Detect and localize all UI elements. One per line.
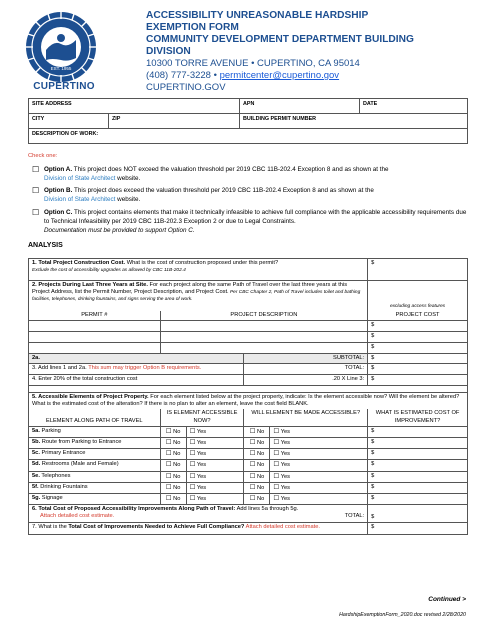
- table-row: [29, 460, 468, 471]
- checkbox-no[interactable]: ☐: [165, 461, 172, 469]
- option-c-label: Option C.: [44, 209, 73, 216]
- made-no[interactable]: [244, 449, 270, 460]
- cost-input[interactable]: $: [368, 320, 468, 331]
- check-one-label: Check one:: [28, 153, 58, 159]
- q6-total-label: TOTAL:: [344, 513, 365, 520]
- yes-label: Yes: [196, 495, 207, 502]
- element-num: 5g.: [32, 494, 41, 501]
- yes-label: Yes: [280, 495, 290, 502]
- made-yes[interactable]: [270, 482, 368, 493]
- apn-field[interactable]: APN: [240, 99, 360, 114]
- yes-label: Yes: [280, 439, 290, 446]
- element-cost-field[interactable]: $: [368, 471, 468, 482]
- permit-input[interactable]: [29, 320, 161, 331]
- checkbox-yes[interactable]: ☐: [273, 438, 280, 446]
- col-element: ELEMENT ALONG PATH OF TRAVEL: [29, 409, 161, 426]
- made-no[interactable]: [244, 437, 270, 448]
- yes-label: Yes: [280, 484, 290, 491]
- accessible-yes[interactable]: [186, 482, 244, 493]
- element-num: 5a.: [32, 427, 40, 434]
- no-label: No: [173, 495, 181, 502]
- address: 10300 TORRE AVENUE • CUPERTINO, CA 95014: [146, 58, 360, 69]
- checkbox-no[interactable]: ☐: [249, 438, 256, 446]
- table-row: [29, 426, 468, 437]
- option-a-label: Option A.: [44, 166, 73, 173]
- checkbox-yes[interactable]: ☐: [189, 483, 196, 491]
- element-rows: [29, 426, 468, 504]
- checkbox-yes[interactable]: ☐: [273, 483, 280, 491]
- option-b-text: This project does exceed the valuation threshold per 2019 CBC 11B-202.4 Exception 8 and as shown at the: [72, 187, 374, 194]
- accessible-no[interactable]: [160, 426, 186, 437]
- site-info-table: [28, 98, 468, 144]
- element-num: 5d.: [32, 461, 41, 468]
- checkbox-yes[interactable]: ☐: [189, 472, 196, 480]
- q1-note: Exclude the cost of accessibility upgrades as allowed by CBC 11B-202.4: [32, 268, 186, 274]
- q1-text: What is the cost of construction proposed under this permit?: [125, 260, 279, 266]
- q7-attach: Attach detailed cost estimate.: [244, 524, 320, 531]
- form-title-line: ACCESSIBILITY UNREASONABLE HARDSHIP: [146, 10, 369, 21]
- made-yes[interactable]: [270, 471, 368, 482]
- checkbox-yes[interactable]: ☐: [273, 494, 280, 502]
- checkbox-yes[interactable]: ☐: [189, 494, 196, 502]
- q4-calc: .20 X Line 3:: [244, 374, 368, 385]
- col-estimated-cost: WHAT IS ESTIMATED COST OF IMPROVEMENT?: [368, 409, 468, 426]
- continued-label: Continued >: [428, 596, 466, 603]
- site-address-field[interactable]: SITE ADDRESS: [29, 99, 240, 114]
- element-label: [29, 493, 161, 504]
- checkbox-no[interactable]: ☐: [165, 427, 172, 435]
- accessible-no[interactable]: [160, 493, 186, 504]
- q6-attach: Attach detailed cost estimate.: [40, 513, 115, 520]
- yes-label: Yes: [280, 473, 290, 480]
- no-label: No: [256, 428, 265, 435]
- yes-label: Yes: [280, 428, 290, 435]
- element-name: Primary Entrance: [39, 450, 86, 457]
- total-label: TOTAL:: [244, 363, 368, 374]
- no-label: No: [256, 473, 265, 480]
- q4-field[interactable]: $: [368, 374, 468, 385]
- row-2a-label: 2a.: [29, 353, 244, 363]
- excluding-note: excluding access features: [389, 303, 446, 309]
- dollar-sign: $: [371, 260, 375, 266]
- checkbox-no[interactable]: ☐: [165, 483, 172, 491]
- description-field[interactable]: DESCRIPTION OF WORK:: [29, 129, 468, 144]
- element-name: Parking: [39, 427, 61, 434]
- q2-note: Per CBC Chapter 2, Path of Travel includes toilet and bathing facilities, telephones, drinking fountains, and signs serving the area of work.: [32, 290, 361, 303]
- col-accessible-now: IS ELEMENT ACCESSIBLE NOW?: [160, 409, 244, 426]
- dsa-link-a[interactable]: Division of State Architect: [44, 175, 116, 182]
- q6-total-field[interactable]: $: [368, 505, 468, 523]
- element-cost-field[interactable]: $: [368, 460, 468, 471]
- made-yes[interactable]: [270, 426, 368, 437]
- form-title-line: DIVISION: [146, 46, 191, 57]
- checkbox-yes[interactable]: ☐: [273, 461, 280, 469]
- q3-text: 3. Add lines 1 and 2a.: [32, 364, 87, 371]
- table-row: [29, 449, 468, 460]
- q6-bold-end: Add lines 5a through 5g.: [235, 506, 299, 513]
- checkbox-option-b[interactable]: ☐: [32, 186, 40, 195]
- q3-warning: This sum may trigger Option B requirements.: [86, 364, 202, 371]
- made-yes[interactable]: [270, 493, 368, 504]
- total-field[interactable]: $: [368, 363, 468, 374]
- yes-label: Yes: [196, 462, 207, 469]
- yes-label: Yes: [196, 428, 207, 435]
- accessible-no[interactable]: [160, 449, 186, 460]
- accessible-yes[interactable]: [186, 471, 244, 482]
- col-project-cost: PROJECT COST: [368, 311, 468, 321]
- accessible-yes[interactable]: [186, 426, 244, 437]
- q1-label: 1. Total Project Construction Cost.: [32, 260, 126, 266]
- checkbox-no[interactable]: ☐: [165, 438, 172, 446]
- accessible-yes[interactable]: [186, 493, 244, 504]
- element-num: 5e.: [32, 472, 40, 479]
- no-label: No: [173, 462, 181, 469]
- permit-input[interactable]: [29, 331, 161, 342]
- header-block: [146, 10, 466, 94]
- q7-total-field[interactable]: $: [368, 523, 468, 535]
- yes-label: Yes: [196, 473, 207, 480]
- dsa-link-b[interactable]: Division of State Architect: [44, 196, 116, 203]
- element-cost-field[interactable]: $: [368, 437, 468, 448]
- made-no[interactable]: [244, 426, 270, 437]
- checkbox-no[interactable]: ☐: [165, 450, 172, 458]
- option-b-label: Option B.: [44, 187, 73, 194]
- no-label: No: [256, 451, 265, 458]
- element-label: [29, 449, 161, 460]
- checkbox-yes[interactable]: ☐: [273, 450, 280, 458]
- yes-label: Yes: [196, 451, 207, 458]
- q7-bold: Total Cost of Improvements Needed to Achieve Full Compliance?: [68, 524, 245, 531]
- no-label: No: [173, 451, 181, 458]
- element-cost-field[interactable]: $: [368, 493, 468, 504]
- description-input[interactable]: [160, 331, 368, 342]
- checkbox-no[interactable]: ☐: [249, 450, 256, 458]
- no-label: No: [173, 428, 181, 435]
- checkbox-no[interactable]: ☐: [165, 472, 172, 480]
- form-title-line: COMMUNITY DEVELOPMENT DEPARTMENT BUILDING: [146, 34, 414, 45]
- analysis-heading: ANALYSIS: [28, 242, 63, 249]
- website[interactable]: CUPERTINO.GOV: [146, 82, 226, 93]
- made-yes[interactable]: [270, 449, 368, 460]
- accessible-no[interactable]: [160, 471, 186, 482]
- date-field[interactable]: DATE: [360, 99, 468, 114]
- subtotal-field[interactable]: $: [368, 353, 468, 363]
- option-b-end: website.: [115, 196, 141, 203]
- element-name: Route from Parking to Entrance: [40, 438, 122, 445]
- checkbox-no[interactable]: ☐: [249, 427, 256, 435]
- permit-number-field[interactable]: BUILDING PERMIT NUMBER: [240, 114, 468, 129]
- no-label: No: [173, 484, 181, 491]
- checkbox-yes[interactable]: ☐: [273, 472, 280, 480]
- option-a-end: website.: [115, 175, 141, 182]
- table-row: [29, 482, 468, 493]
- element-label: [29, 482, 161, 493]
- element-label: [29, 471, 161, 482]
- yes-label: Yes: [280, 451, 290, 458]
- q5-text: For each element listed below at the project property, indicate: Is the element accessible now? Will the element be altered? What is the estimated cost of the alteration? If there is no plan to alter an element, leave the cost field BLANK.: [32, 393, 460, 408]
- col-project-description: PROJECT DESCRIPTION: [160, 311, 368, 321]
- accessible-yes[interactable]: [186, 449, 244, 460]
- zip-field[interactable]: ZIP: [109, 114, 240, 129]
- accessible-yes[interactable]: [186, 437, 244, 448]
- no-label: No: [173, 439, 181, 446]
- checkbox-option-c[interactable]: ☐: [32, 208, 40, 217]
- table-row: [29, 437, 468, 448]
- no-label: No: [256, 495, 265, 502]
- option-c-text: This project contains elements that make it technically infeasible to achieve full compliance with the applicable accessibility requirements due to Technical Infeasibility per 2019 CBC 11B-202.3 Exception 2 or due to Legal Constraints.: [44, 209, 467, 225]
- element-label: [29, 426, 161, 437]
- element-name: Restrooms (Male and Female): [40, 461, 119, 468]
- col-permit: PERMIT #: [29, 311, 161, 321]
- table-row: [29, 471, 468, 482]
- contact-line: [146, 70, 466, 82]
- made-no[interactable]: [244, 460, 270, 471]
- table-row: [29, 493, 468, 504]
- element-num: 5c.: [32, 450, 40, 457]
- q5-label: 5. Accessible Elements of Project Property.: [32, 393, 149, 400]
- footer-filename: HardshipExemptionForm_2020.doc revised 2/28/2020: [339, 612, 466, 618]
- form-title-line: EXEMPTION FORM: [146, 22, 239, 33]
- made-no[interactable]: [244, 493, 270, 504]
- no-label: No: [173, 473, 181, 480]
- cost-input[interactable]: $: [368, 331, 468, 342]
- element-name: Telephones: [39, 472, 71, 479]
- made-yes[interactable]: [270, 460, 368, 471]
- element-num: 5f.: [32, 483, 39, 490]
- q1-cost-field[interactable]: [368, 259, 468, 281]
- checkbox-yes[interactable]: ☐: [189, 450, 196, 458]
- permit-input[interactable]: [29, 342, 161, 353]
- q6-text: 6. Total Cost of Proposed Accessibility Improvements Along Path of Travel:: [32, 506, 236, 513]
- yes-label: Yes: [196, 439, 207, 446]
- no-label: No: [256, 484, 265, 491]
- made-yes[interactable]: [270, 437, 368, 448]
- checkbox-no[interactable]: ☐: [249, 461, 256, 469]
- col-made-accessible: WILL ELEMENT BE MADE ACCESSIBLE?: [244, 409, 368, 426]
- phone: (408) 777-3228 •: [146, 70, 220, 81]
- q4-text: 4. Enter 20% of the total construction cost: [29, 374, 244, 385]
- option-a-text: This project does NOT exceed the valuation threshold per 2019 CBC 11B-202.4 Exception 8 and as shown at the: [72, 166, 389, 173]
- checkbox-no[interactable]: ☐: [165, 494, 172, 502]
- q2-label: 2. Projects During Last Three Years at Site.: [32, 282, 148, 288]
- made-no[interactable]: [244, 482, 270, 493]
- city-field[interactable]: CITY: [29, 114, 109, 129]
- element-label: [29, 460, 161, 471]
- cost-input[interactable]: $: [368, 342, 468, 353]
- no-label: No: [256, 462, 265, 469]
- description-input[interactable]: [160, 320, 368, 331]
- element-cost-field[interactable]: $: [368, 449, 468, 460]
- yes-label: Yes: [280, 462, 290, 469]
- option-c-note: Documentation must be provided to support Option C.: [44, 227, 195, 234]
- org-name: CUPERTINO: [33, 81, 95, 92]
- made-no[interactable]: [244, 471, 270, 482]
- element-cost-field[interactable]: $: [368, 426, 468, 437]
- email-link[interactable]: permitcenter@cupertino.gov: [219, 70, 340, 81]
- no-label: No: [256, 439, 265, 446]
- checkbox-no[interactable]: ☐: [249, 472, 256, 480]
- element-num: 5b.: [32, 438, 41, 445]
- checkbox-option-a[interactable]: ☐: [32, 165, 40, 174]
- element-name: Drinking Fountains: [38, 483, 88, 490]
- checkbox-yes[interactable]: ☐: [189, 461, 196, 469]
- accessible-no[interactable]: [160, 482, 186, 493]
- seal-text: EST. 1955: [50, 66, 72, 71]
- element-label: [29, 437, 161, 448]
- checkbox-yes[interactable]: ☐: [189, 438, 196, 446]
- checkbox-yes[interactable]: ☐: [273, 427, 280, 435]
- description-input[interactable]: [160, 342, 368, 353]
- accessible-yes[interactable]: [186, 460, 244, 471]
- element-cost-field[interactable]: $: [368, 482, 468, 493]
- q2-text: For each project along the same Path of Travel over the last three years at this Project Address, list the Permit Number, Project Description, and Project Cost.: [32, 282, 348, 296]
- element-name: Signage: [40, 494, 63, 501]
- checkbox-no[interactable]: ☐: [249, 483, 256, 491]
- q7-pre: 7. What is the: [32, 524, 69, 531]
- analysis-table: [28, 258, 468, 535]
- subtotal-label: SUBTOTAL:: [244, 353, 368, 363]
- cupertino-seal-logo: [24, 10, 98, 84]
- yes-label: Yes: [196, 484, 207, 491]
- accessible-no[interactable]: [160, 460, 186, 471]
- accessible-no[interactable]: [160, 437, 186, 448]
- checkbox-no[interactable]: ☐: [249, 494, 256, 502]
- checkbox-yes[interactable]: ☐: [189, 427, 196, 435]
